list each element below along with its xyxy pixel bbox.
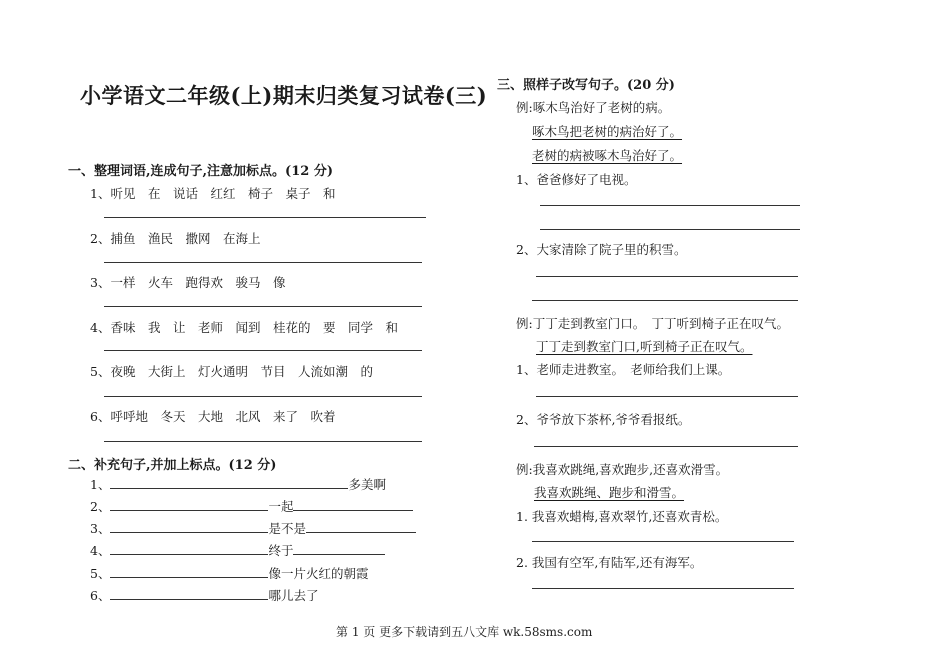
s3-q2: 2、大家清除了院子里的积雪。 [516, 242, 687, 257]
blank-field[interactable] [110, 565, 268, 578]
s3-q6: 2. 我国有空军,有陆军,还有海军。 [516, 555, 703, 570]
blank-field[interactable] [306, 520, 416, 533]
answer-line[interactable] [536, 276, 798, 277]
s3-q4: 2、爷爷放下茶杯,爷爷看报纸。 [516, 412, 691, 427]
answer-line[interactable] [104, 350, 422, 351]
s2-num: 3、 [90, 521, 111, 536]
answer-line[interactable] [540, 205, 800, 206]
answer-line[interactable] [536, 396, 798, 397]
example3: 例:我喜欢跳绳,喜欢跑步,还喜欢滑雪。 [516, 462, 729, 477]
s3-q1: 1、爸爸修好了电视。 [516, 172, 637, 187]
s3-q5: 1. 我喜欢蜡梅,喜欢翠竹,还喜欢青松。 [516, 509, 728, 524]
answer-line[interactable] [534, 446, 798, 447]
answer-line[interactable] [104, 396, 422, 397]
s2-item-1 [90, 475, 386, 493]
s2-text: 多美啊 [348, 477, 386, 492]
s2-num: 5、 [90, 566, 111, 581]
example2: 例:丁丁走到教室门口。 丁丁听到椅子正在叹气。 [516, 316, 789, 331]
s3-q3: 1、老师走进教室。 老师给我们上课。 [516, 362, 731, 377]
s2-text: 一起 [268, 499, 294, 514]
s2-num: 6、 [90, 588, 111, 603]
s2-text: 是不是 [268, 521, 306, 536]
answer-line[interactable] [540, 229, 800, 230]
s2-num: 2、 [90, 499, 111, 514]
blank-field[interactable] [110, 476, 348, 489]
page-footer: 第 1 页 更多下载请到五八文库 wk.58sms.com [336, 625, 593, 639]
answer-line[interactable] [104, 441, 422, 442]
s2-text: 终于 [268, 543, 294, 558]
example1: 例:啄木鸟治好了老树的病。 [516, 100, 671, 115]
answer-line[interactable] [532, 541, 794, 542]
blank-field[interactable] [293, 542, 385, 555]
s2-text: 哪儿去了 [268, 588, 319, 603]
s2-item-6 [90, 586, 318, 604]
s1-item-1: 1、听见 在 说话 红红 椅子 桌子 和 [90, 186, 336, 201]
section3-heading: 三、照样子改写句子。(20 分) [497, 78, 675, 93]
s1-item-4: 4、香味 我 让 老师 闻到 桂花的 要 同学 和 [90, 320, 398, 335]
blank-field[interactable] [110, 542, 268, 555]
s1-item-5: 5、夜晚 大街上 灯火通明 节目 人流如潮 的 [90, 364, 373, 379]
s2-num: 1、 [90, 477, 111, 492]
answer-line[interactable] [104, 306, 422, 307]
example1-answer-2: 老树的病被啄木鸟治好了。 [532, 148, 683, 163]
answer-line[interactable] [532, 300, 798, 301]
s2-num: 4、 [90, 543, 111, 558]
s1-item-6: 6、呼呼地 冬天 大地 北风 来了 吹着 [90, 409, 336, 424]
s2-item-4 [90, 541, 385, 559]
answer-line[interactable] [104, 217, 426, 218]
blank-field[interactable] [110, 587, 268, 600]
s2-item-3 [90, 519, 416, 537]
answer-line[interactable] [532, 588, 794, 589]
section1-heading: 一、整理词语,连成句子,注意加标点。(12 分) [68, 164, 333, 179]
blank-field[interactable] [110, 520, 268, 533]
page-title: 小学语文二年级(上)期末归类复习试卷(三) [80, 83, 488, 108]
example3-answer: 我喜欢跳绳、跑步和滑雪。 [534, 485, 685, 500]
s2-item-5 [90, 564, 368, 582]
s2-item-2 [90, 497, 413, 515]
section2-heading: 二、补充句子,并加上标点。(12 分) [68, 458, 277, 473]
example1-answer-1: 啄木鸟把老树的病治好了。 [532, 124, 683, 139]
blank-field[interactable] [293, 498, 413, 511]
s1-item-2: 2、捕鱼 渔民 撒网 在海上 [90, 231, 261, 246]
s1-item-3: 3、一样 火车 跑得欢 骏马 像 [90, 275, 286, 290]
answer-line[interactable] [104, 262, 422, 263]
example2-answer: 丁丁走到教室门口,听到椅子正在叹气。 [536, 339, 753, 354]
s2-text: 像一片火红的朝霞 [268, 566, 369, 581]
blank-field[interactable] [110, 498, 268, 511]
